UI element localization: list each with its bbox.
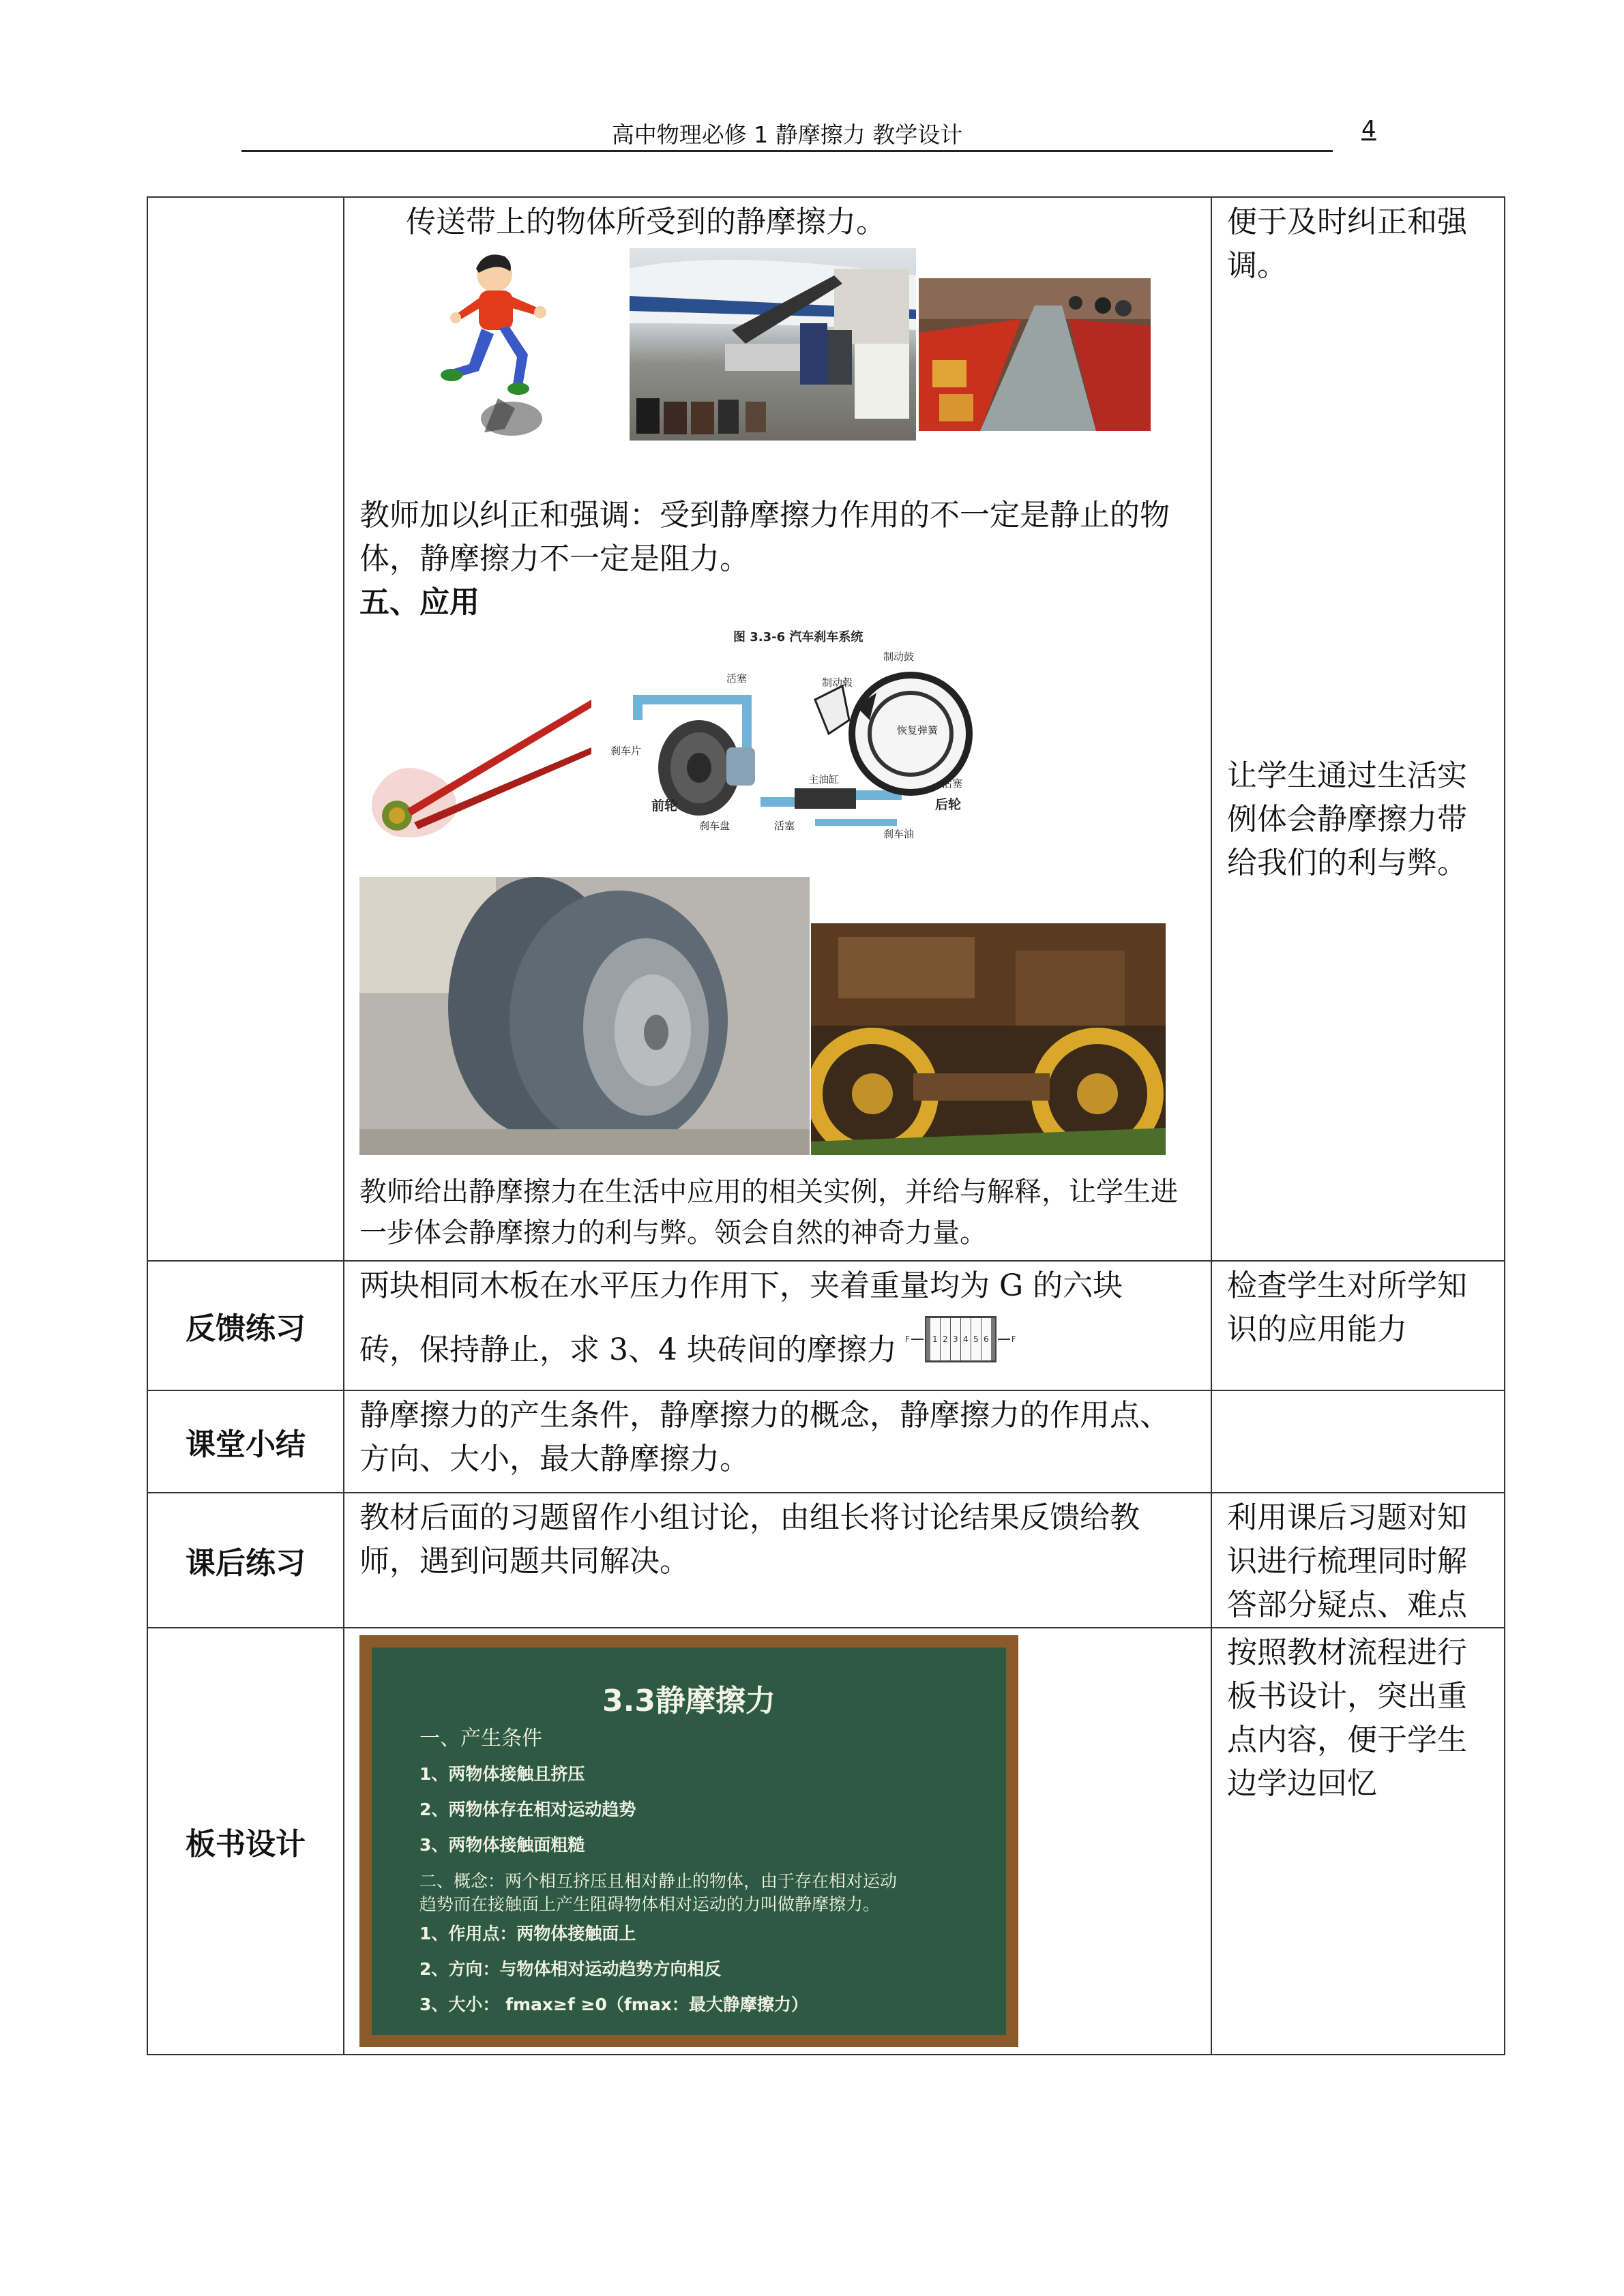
brick-stack bbox=[925, 1316, 996, 1362]
brake-label-spring: 恢复弹簧 bbox=[897, 724, 939, 736]
brake-system-diagram bbox=[610, 625, 992, 860]
blackboard-note: 按照教材流程进行板书设计，突出重点内容，便于学生边学边回忆 bbox=[1227, 1635, 1467, 1801]
table-row-summary bbox=[147, 1390, 1505, 1493]
brake-label-shoe: 制动毂 bbox=[822, 676, 853, 689]
row-note-cell bbox=[1211, 197, 1505, 1261]
brake-label-piston-bottom: 活塞 bbox=[774, 820, 795, 832]
page-header bbox=[241, 115, 1333, 152]
summary-text: 静摩擦力的产生条件，静摩擦力的概念，静摩擦力的作用点、方向、大小，最大静摩擦力。 bbox=[359, 1398, 1170, 1476]
brick-1: 1 bbox=[930, 1317, 941, 1361]
board-line: 1、作用点：两物体接触面上 bbox=[419, 1924, 636, 1943]
force-arrow-left bbox=[911, 1339, 924, 1340]
note-pros-cons: 让学生通过生活实例体会静摩擦力带给我们的利与弊。 bbox=[1227, 758, 1467, 880]
application-images-bottom bbox=[344, 877, 1211, 1163]
note-correction: 便于及时纠正和强调。 bbox=[1227, 205, 1467, 283]
feedback-note: 检查学生对所学知识的应用能力 bbox=[1227, 1268, 1467, 1347]
homework-content-cell bbox=[344, 1493, 1211, 1628]
feedback-text-line1: 两块相同木板在水平压力作用下，夹着重量均为 G 的六块 bbox=[359, 1268, 1123, 1303]
homework-note-cell bbox=[1211, 1493, 1505, 1628]
board-line: 2、方向：与物体相对运动趋势方向相反 bbox=[419, 1959, 722, 1979]
brake-label-drum: 制动鼓 bbox=[883, 651, 915, 663]
summary-content-cell bbox=[344, 1390, 1211, 1493]
row-label-blackboard: 板书设计 bbox=[147, 1628, 344, 2055]
application-images-top bbox=[344, 625, 1211, 877]
blackboard-title: 3.3静摩擦力 bbox=[602, 1684, 776, 1718]
train-wheels-image bbox=[811, 923, 1166, 1155]
summary-note bbox=[1212, 1391, 1504, 1394]
brake-label-master-cylinder: 主油缸 bbox=[808, 773, 840, 786]
brick-6: 6 bbox=[984, 1335, 989, 1344]
board-line: 二、概念：两个相互挤压且相对静止的物体，由于存在相对运动 bbox=[419, 1871, 898, 1891]
brick-3: 3 bbox=[951, 1317, 961, 1361]
row-label-homework: 课后练习 bbox=[147, 1493, 344, 1628]
brake-label-piston-top: 活塞 bbox=[726, 672, 748, 685]
table-row-application bbox=[147, 197, 1505, 1261]
brake-label-piston-right: 活塞 bbox=[942, 777, 963, 790]
board-line: 1、两物体接触且挤压 bbox=[419, 1764, 585, 1784]
application-explanation: 教师给出静摩擦力在生活中应用的相关实例，并给与解释，让学生进一步体会静摩擦力的利与弊。领会自然的神奇力量。 bbox=[359, 1176, 1178, 1249]
brake-label-oil: 刹车油 bbox=[883, 828, 915, 840]
feedback-content-cell bbox=[344, 1261, 1211, 1390]
blackboard-lines bbox=[419, 1721, 897, 2023]
summary-note-cell bbox=[1211, 1390, 1505, 1493]
feedback-text-line2: 砖，保持静止，求 3、4 块砖间的摩擦力 bbox=[359, 1332, 897, 1367]
brick-2: 2 bbox=[941, 1317, 951, 1361]
brake-label-front-wheel: 前轮 bbox=[651, 799, 678, 814]
blackboard-image bbox=[359, 1635, 1018, 2047]
board-line: 3、两物体接触面粗糙 bbox=[419, 1835, 585, 1855]
feedback-note-cell bbox=[1211, 1261, 1505, 1390]
blackboard-note-cell bbox=[1211, 1628, 1505, 2055]
conveyor-intro-text: 传送带上的物体所受到的静摩擦力。 bbox=[406, 205, 886, 239]
board-line: 3、大小： fmax≥f ≥0（fmax：最大静摩擦力） bbox=[419, 1995, 808, 2014]
homework-note: 利用课后习题对知识进行梳理同时解答部分疑点、难点 bbox=[1227, 1500, 1467, 1622]
application-content-cell bbox=[344, 197, 1211, 1261]
running-boy-image bbox=[437, 248, 559, 446]
table-row-homework bbox=[147, 1493, 1505, 1628]
truck-tires-image bbox=[359, 877, 810, 1155]
blackboard-content-cell bbox=[344, 1628, 1211, 2055]
lesson-table bbox=[147, 196, 1505, 2055]
brick-4: 4 bbox=[961, 1317, 971, 1361]
brake-label-pad: 刹车片 bbox=[610, 745, 642, 757]
table-row-blackboard bbox=[147, 1628, 1505, 2055]
section-heading: 五、应用 bbox=[359, 585, 479, 620]
moving-walkway-image bbox=[919, 278, 1151, 431]
header-title: 高中物理必修 1 静摩擦力 教学设计 bbox=[611, 121, 963, 148]
board-line: 趋势而在接触面上产生阻碍物体相对运动的力叫做静摩擦力。 bbox=[419, 1894, 881, 1914]
brick-force-right: F bbox=[1011, 1335, 1016, 1344]
board-line: 一、产生条件 bbox=[419, 1727, 542, 1750]
brake-label-disc: 刹车盘 bbox=[699, 820, 730, 832]
feedback-line2-wrapper bbox=[344, 1308, 1211, 1372]
emphasis-text: 教师加以纠正和强调：受到静摩擦力作用的不一定是静止的物体，静摩擦力不一定是阻力。 bbox=[359, 498, 1170, 576]
row-label-feedback: 反馈练习 bbox=[147, 1261, 344, 1390]
chopsticks-dumpling-image bbox=[359, 672, 591, 856]
table-row-feedback bbox=[147, 1261, 1505, 1390]
brick-diagram bbox=[905, 1316, 1016, 1362]
brake-label-rear-wheel: 后轮 bbox=[935, 797, 962, 812]
row-label-empty bbox=[147, 197, 344, 1261]
airport-conveyor-image bbox=[630, 248, 916, 441]
brick-5: 5 bbox=[971, 1317, 981, 1361]
brake-figure-caption: 图 3.3-6 汽车刹车系统 bbox=[733, 630, 863, 644]
force-arrow-right bbox=[998, 1339, 1010, 1340]
brick-force-left: F bbox=[904, 1335, 910, 1344]
board-line: 2、两物体存在相对运动趋势 bbox=[419, 1800, 636, 1819]
homework-text: 教材后面的习题留作小组讨论，由组长将讨论结果反馈给教师，遇到问题共同解决。 bbox=[359, 1500, 1140, 1579]
page-number: 4 bbox=[1361, 116, 1376, 143]
conveyor-images bbox=[344, 244, 1211, 471]
row-label-summary: 课堂小结 bbox=[147, 1390, 344, 1493]
board-right bbox=[991, 1318, 995, 1360]
